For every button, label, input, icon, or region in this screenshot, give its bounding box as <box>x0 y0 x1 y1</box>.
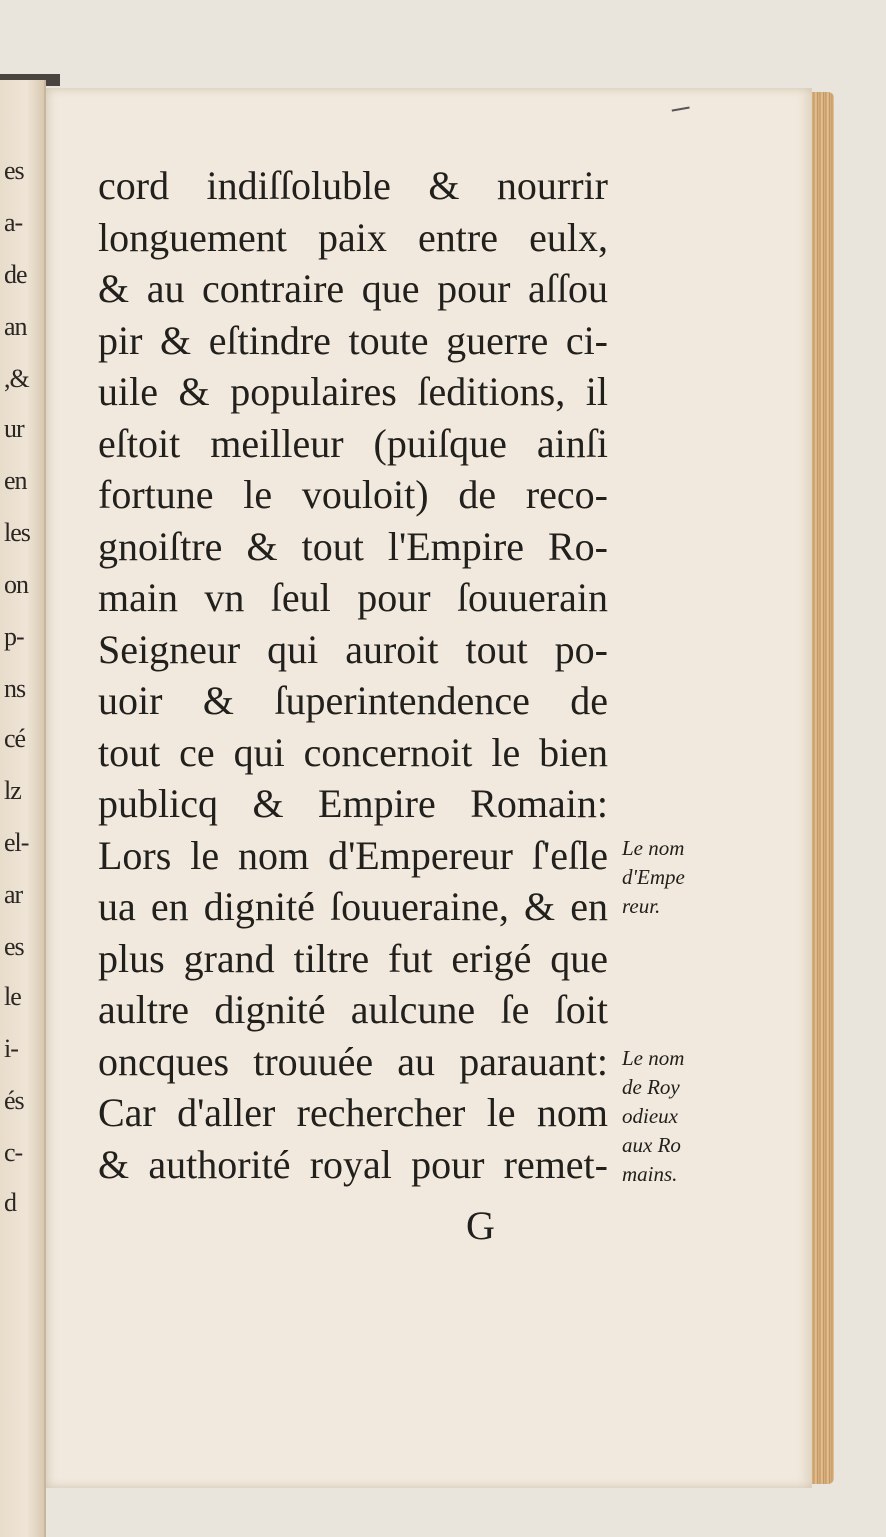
margin-note-empereur <box>622 834 685 921</box>
left-fragment: ns <box>4 674 26 703</box>
left-fragment: cé <box>4 724 26 753</box>
left-fragment: ,& <box>4 364 29 393</box>
margin-note-line: aux Ro <box>622 1133 681 1157</box>
left-fragment: c- <box>4 1138 23 1167</box>
text-line: oncques trouuée au parauant: <box>98 1038 608 1084</box>
text-line: ua en dignité ſouueraine, & en <box>98 884 608 929</box>
text-line: longuement paix entre eulx, <box>98 214 608 260</box>
main-text-block <box>98 160 608 1190</box>
text-line: pir & eſtindre toute guerre ci- <box>98 317 608 363</box>
left-fragment: an <box>4 312 27 341</box>
text-line: gnoiſtre & tout l'Empire Ro- <box>98 523 608 569</box>
margin-note-line: reur. <box>622 894 661 918</box>
text-line: Lors le nom d'Empereur ſ'eſle <box>98 832 608 878</box>
left-fragment: es <box>4 156 24 185</box>
text-line: main vn ſeul pour ſouuerain <box>98 575 608 620</box>
left-fragment: a- <box>4 208 23 237</box>
left-fragment: on <box>4 570 28 599</box>
signature-mark: G <box>466 1203 495 1248</box>
left-fragment: le <box>4 982 21 1011</box>
text-line: uile & populaires ſeditions, il <box>98 369 608 414</box>
left-page-edge <box>0 80 46 1537</box>
margin-note-line: Le nom <box>622 1046 685 1070</box>
left-fragment: es <box>4 932 24 961</box>
left-fragment: és <box>4 1086 24 1115</box>
left-fragment: ar <box>4 880 23 909</box>
left-fragment: lz <box>4 776 21 805</box>
left-fragment: de <box>4 260 27 289</box>
left-fragment: ur <box>4 414 24 443</box>
text-line: cord indiſſoluble & nourrir <box>98 163 608 208</box>
left-fragment: i- <box>4 1034 18 1063</box>
text-line: plus grand tiltre fut erigé que <box>98 935 608 981</box>
text-line: Car d'aller rechercher le nom <box>98 1090 608 1135</box>
text-line: eſtoit meilleur (puiſque ainſi <box>98 420 608 466</box>
left-fragment: en <box>4 466 27 495</box>
text-line: fortune le vouloit) de reco- <box>98 472 608 517</box>
left-fragment: p- <box>4 622 24 651</box>
text-line: & authorité royal pour remet- <box>98 1141 608 1187</box>
margin-note-line: Le nom <box>622 836 685 860</box>
text-line: tout ce qui concernoit le bien <box>98 729 608 775</box>
margin-note-line: de Roy <box>622 1075 680 1099</box>
margin-note-line: d'Empe <box>622 865 685 889</box>
left-fragment: les <box>4 518 30 547</box>
margin-note-roy <box>622 1044 684 1189</box>
margin-note-line: odieux <box>622 1104 678 1128</box>
text-line: publicq & Empire Romain: <box>98 781 608 826</box>
text-line: & au contraire que pour aſſou <box>98 266 608 311</box>
left-fragment: el- <box>4 828 29 857</box>
margin-note-line: mains. <box>622 1162 678 1186</box>
text-line: uoir & ſuperintendence de <box>98 678 608 723</box>
text-line: Seigneur qui auroit tout po- <box>98 626 608 672</box>
left-fragment: d <box>4 1188 16 1217</box>
text-line: aultre dignité aulcune ſe ſoit <box>98 987 608 1032</box>
